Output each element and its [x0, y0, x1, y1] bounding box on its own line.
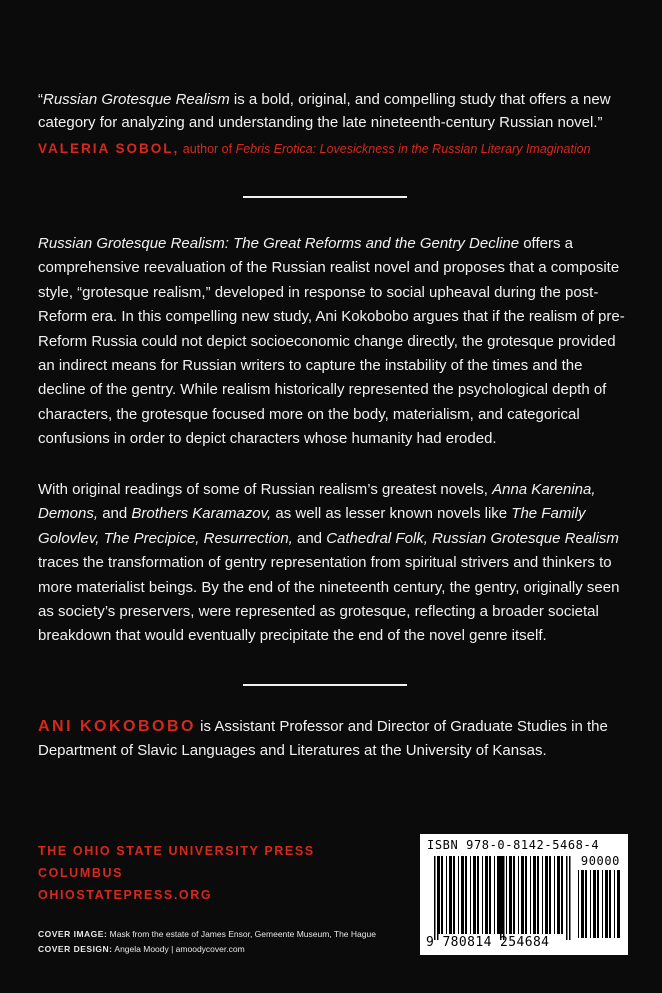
- author-bio-text: is Assistant Professor and Director of Graduate Studies in the Department of Slavic Languages and Literatures at the University of Kansas.: [38, 718, 608, 759]
- barcode-bar: [489, 856, 491, 934]
- quote-book-title: Russian Grotesque Realism: [43, 91, 230, 108]
- barcode-bar: [458, 856, 459, 934]
- quote-attribution: [38, 140, 638, 158]
- barcode-bar: [609, 870, 611, 938]
- p2-title-f: The Family Golovlev, The Precipice, Resurrection,: [38, 505, 586, 547]
- p2-text-c: and: [98, 505, 132, 523]
- quote-text: is a bold, original, and compelling study that offers a new category for analyzing and understanding the late nineteenth-century Russian novel.”: [38, 91, 611, 131]
- barcode-bar: [525, 856, 527, 934]
- cover-image-label: COVER IMAGE:: [38, 929, 108, 939]
- p2-text-a: With original readings of some of Russian realism’s greatest novels,: [38, 481, 493, 498]
- cover-design-text: Angela Moody | amoodycover.com: [112, 944, 245, 954]
- publisher-city: COLUMBUS: [38, 866, 124, 880]
- barcode-bar: [497, 856, 500, 934]
- barcode-bar: [578, 870, 579, 938]
- quote-author-of: author of: [179, 142, 236, 156]
- author-name: ANI KOKOBOBO: [38, 718, 196, 735]
- p2-text-g: and: [292, 529, 327, 547]
- barcode-bar: [518, 856, 519, 934]
- publisher-name: THE OHIO STATE UNIVERSITY PRESS: [38, 844, 315, 858]
- p2-title-d: Brothers Karamazov,: [131, 505, 272, 523]
- barcode-bar: [614, 870, 615, 938]
- barcode-bar: [449, 856, 452, 934]
- barcode-bar: [513, 856, 515, 934]
- barcode-bar: [482, 856, 483, 934]
- cover-design-label: COVER DESIGN:: [38, 944, 113, 954]
- barcode-guard-bar: [503, 856, 505, 940]
- author-bio: [38, 715, 638, 763]
- barcode-bar: [470, 856, 471, 934]
- barcode-bar: [545, 856, 548, 934]
- description-p1-text: offers a comprehensive reevaluation of the Russian realist novel and proposes that a composite style, “grotesque realism,” developed in response to social upheaval during the post-Reform era. In this compelling new study, Ani Kokobobo argues that if the realism of pre-Reform Russia could not depict socioeconomic change directly, the grotesque provided an indirect means for Russian writers to capture the instability of the times and the decline of the gentry. While realism historically represented the psychological depth of characters, the grotesque focused more on the body, materialism, and categorical confusions in order to depict characters whose humanity had eroded.: [38, 235, 625, 448]
- barcode-bar: [593, 870, 596, 938]
- cover-credits: [38, 927, 376, 957]
- description-paragraph-1: [38, 232, 630, 452]
- cover-design-credit: [38, 942, 376, 957]
- p2-text-i: traces the transformation of gentry representation from spiritual strivers and thinkers to more materialist beings. By the end of the nineteenth century, the gentry, originally seen as society’s preservers, were represented as grotesque, reflecting a broader societal breakdown that would eventually precipitate the end of the novel genre itself.: [38, 554, 620, 645]
- barcode-bar: [537, 856, 539, 934]
- barcode-bar: [533, 856, 536, 934]
- barcode-bar: [602, 870, 603, 938]
- barcode-guard-bar: [434, 856, 436, 940]
- barcode-bar: [446, 856, 447, 934]
- barcode-bar: [509, 856, 512, 934]
- barcode-bar: [473, 856, 476, 934]
- barcode-guard-bar: [437, 856, 439, 940]
- barcode-bar: [597, 870, 599, 938]
- barcode-bar: [441, 856, 443, 934]
- barcode-bar: [485, 856, 488, 934]
- p2-title-h: Cathedral Folk, Russian Grotesque Realism: [326, 529, 619, 547]
- barcode-guard-bar: [569, 856, 571, 940]
- quote-author-name: VALERIA SOBOL,: [38, 141, 180, 156]
- barcode-bar: [453, 856, 455, 934]
- barcode-bar: [461, 856, 464, 934]
- isbn-barcode: [420, 834, 628, 955]
- barcode-guard-bar: [566, 856, 568, 940]
- barcode-bar: [585, 870, 587, 938]
- description-title: Russian Grotesque Realism: The Great Reforms and the Gentry Decline: [38, 235, 520, 252]
- barcode-guard-bar: [500, 856, 502, 940]
- isbn-number: ISBN 978-0-8142-5468-4: [427, 838, 600, 852]
- barcode-bar: [557, 856, 560, 934]
- barcode-bar: [554, 856, 555, 934]
- barcode-bar: [494, 856, 495, 934]
- isbn-addon-price-code: 90000: [580, 854, 620, 868]
- barcode-bar: [549, 856, 551, 934]
- divider-top: [243, 196, 407, 198]
- barcode-bar: [477, 856, 479, 934]
- cover-image-text: Mask from the estate of James Ensor, Gemeente Museum, The Hague: [107, 929, 376, 939]
- divider-bottom: [243, 684, 407, 686]
- description-paragraph-2: [38, 478, 630, 649]
- publisher-info: [38, 840, 315, 906]
- barcode-bar: [465, 856, 467, 934]
- barcode-ean-number: 9 780814 254684: [426, 935, 550, 950]
- barcode-bar: [542, 856, 543, 934]
- barcode-bar: [617, 870, 620, 938]
- barcode-bar: [521, 856, 524, 934]
- barcode-bar: [590, 870, 591, 938]
- barcode-bar: [561, 856, 563, 934]
- barcode-bar: [530, 856, 531, 934]
- blurb-quote: [38, 88, 628, 134]
- p2-text-e: as well as lesser known novels like: [271, 505, 512, 523]
- barcode-bar: [581, 870, 584, 938]
- p2-title-b: Anna Karenina, Demons,: [38, 481, 596, 523]
- cover-image-credit: [38, 927, 376, 942]
- quote-open-mark: “: [38, 91, 43, 108]
- quote-author-book: Febris Erotica: Lovesickness in the Russian Literary Imagination: [235, 142, 591, 156]
- publisher-website: OHIOSTATEPRESS.ORG: [38, 888, 213, 902]
- barcode-bar: [506, 856, 507, 934]
- barcode-bar: [605, 870, 608, 938]
